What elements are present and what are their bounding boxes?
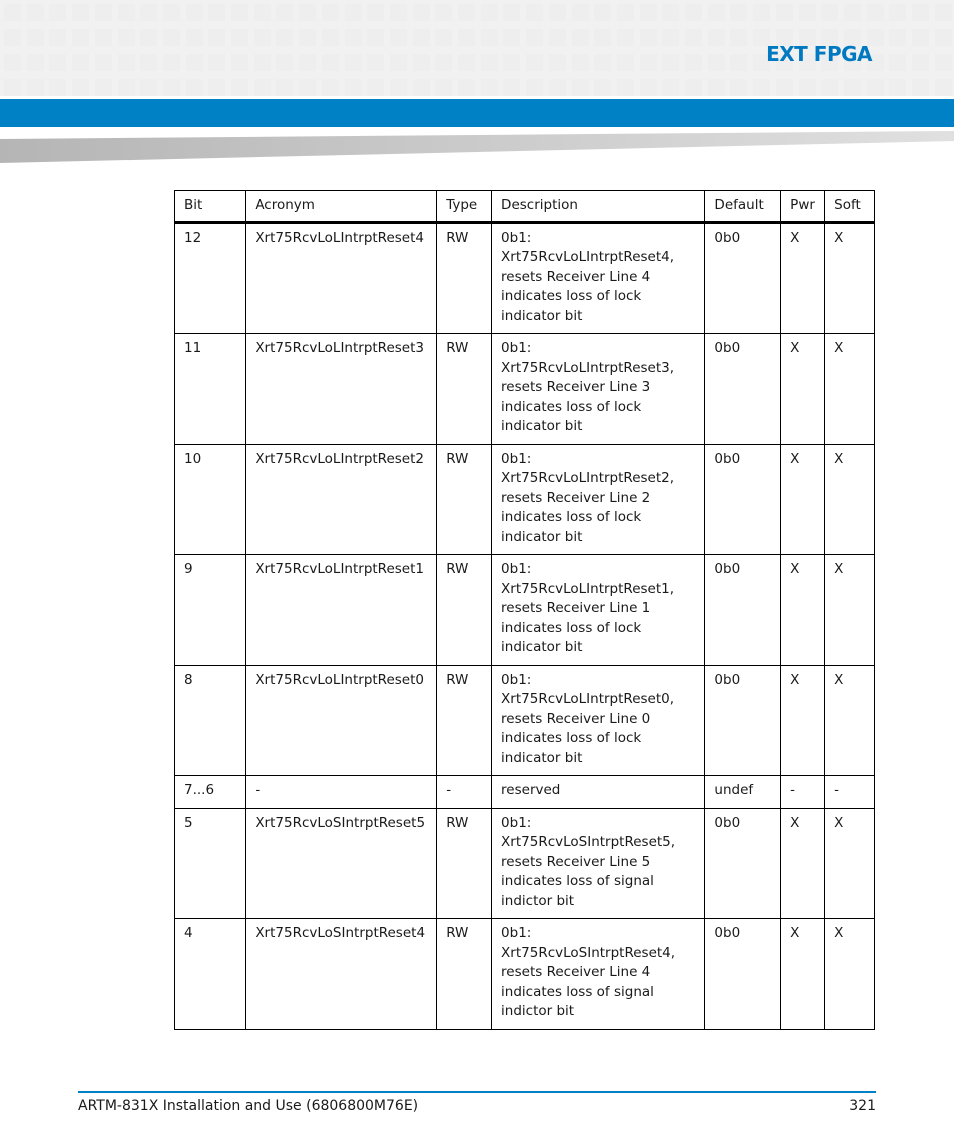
cell-description (492, 919, 705, 1030)
header-tile (276, 54, 293, 71)
header-tile (140, 79, 157, 96)
header-tile (662, 29, 679, 46)
header-tile (186, 29, 203, 46)
cell-acronym: Xrt75RcvLoSIntrptReset4 (246, 919, 437, 1030)
description-line: 0b1: (501, 561, 532, 577)
header-tile (72, 54, 89, 71)
header-tile (254, 54, 271, 71)
header-tile (844, 4, 861, 21)
header-tile (708, 54, 725, 71)
header-tile (49, 29, 66, 46)
cell-type: RW (437, 555, 492, 666)
header-tile (367, 4, 384, 21)
header-tile (935, 29, 952, 46)
header-tile (640, 54, 657, 71)
cell-default: 0b0 (705, 808, 781, 919)
header-tile (345, 4, 362, 21)
description-line: 0b1: (501, 925, 532, 941)
header-tile (640, 79, 657, 96)
description-line: indicator bit (501, 528, 583, 545)
header-tile (208, 4, 225, 21)
cell-pwr: X (781, 444, 825, 555)
description-line: Xrt75RcvLoLIntrptReset3, (501, 359, 675, 376)
header-tile (118, 79, 135, 96)
description-line: resets Receiver Line 2 (501, 489, 651, 506)
table-row (175, 665, 875, 776)
description-line: indicator bit (501, 749, 583, 766)
register-table (174, 190, 875, 1030)
header-tile (730, 29, 747, 46)
cell-description (492, 555, 705, 666)
description-line: indicator bit (501, 418, 583, 434)
header-tile (481, 79, 498, 96)
description-line: resets Receiver Line 1 (501, 600, 651, 616)
table-row (175, 444, 875, 555)
cell-pwr: X (781, 665, 825, 776)
description-line: indicates loss of lock (501, 730, 642, 746)
footer-rule (78, 1091, 876, 1093)
header-tile (935, 79, 952, 96)
description-line: indictor bit (501, 1003, 575, 1019)
cell-acronym: Xrt75RcvLoLIntrptReset0 (246, 665, 437, 776)
header-tile (140, 54, 157, 71)
cell-bit: 8 (175, 665, 246, 776)
cell-default: 0b0 (705, 919, 781, 1030)
header-tile (935, 54, 952, 71)
header-tile (685, 54, 702, 71)
cell-acronym: Xrt75RcvLoSIntrptReset5 (246, 808, 437, 919)
cell-soft: - (825, 776, 875, 809)
header-tile (322, 54, 339, 71)
header-tile (95, 54, 112, 71)
description-line: resets Receiver Line 3 (501, 379, 651, 395)
header-tile (503, 29, 520, 46)
header-tile (640, 29, 657, 46)
description-line: 0b1: (501, 671, 532, 688)
cell-acronym: - (246, 776, 437, 809)
header-tile (481, 29, 498, 46)
header-tile (4, 29, 21, 46)
cell-bit: 10 (175, 444, 246, 555)
cell-type: RW (437, 919, 492, 1030)
cell-description (492, 665, 705, 776)
header-tile (276, 4, 293, 21)
header-tile (345, 54, 362, 71)
description-line: Xrt75RcvLoLIntrptReset4, (501, 249, 675, 265)
header-tile (572, 54, 589, 71)
header-tile (753, 4, 770, 21)
header-tile (413, 4, 430, 21)
description-line: resets Receiver Line 4 (501, 964, 651, 980)
header-tile (299, 79, 316, 96)
column-header-pwr: Pwr (781, 191, 825, 223)
description-line: 0b1: (501, 340, 532, 356)
description-line: resets Receiver Line 4 (501, 268, 651, 285)
header-tile (503, 4, 520, 21)
header-tile (844, 79, 861, 96)
header-tile (95, 29, 112, 46)
cell-bit: 12 (175, 222, 246, 334)
header-tile (730, 79, 747, 96)
column-header-description: Description (492, 191, 705, 223)
column-header-bit: Bit (175, 191, 246, 223)
description-line: Xrt75RcvLoSIntrptReset5, (501, 834, 676, 850)
description-line: indicates loss of lock (501, 619, 642, 636)
table-body (175, 222, 875, 1029)
header-tile (708, 29, 725, 46)
header-tile (435, 29, 452, 46)
description-line: indicates loss of lock (501, 509, 642, 525)
cell-description (492, 222, 705, 334)
cell-description (492, 808, 705, 919)
header-tile (72, 4, 89, 21)
description-line: resets Receiver Line 0 (501, 710, 651, 727)
cell-pwr: - (781, 776, 825, 809)
header-tile (186, 4, 203, 21)
cell-description (492, 444, 705, 555)
header-tile (594, 29, 611, 46)
description-line: Xrt75RcvLoLIntrptReset1, (501, 580, 675, 597)
header-tile (95, 4, 112, 21)
header-tile (390, 79, 407, 96)
header-tile (163, 4, 180, 21)
header-tile (4, 54, 21, 71)
cell-default: undef (705, 776, 781, 809)
header-tile (390, 29, 407, 46)
cell-bit: 11 (175, 334, 246, 445)
header-tile (912, 54, 929, 71)
header-tile (345, 79, 362, 96)
header-tile (27, 79, 44, 96)
header-tile (27, 29, 44, 46)
description-line: Xrt75RcvLoLIntrptReset2, (501, 470, 675, 486)
header-tile (617, 54, 634, 71)
table-row (175, 919, 875, 1030)
cell-soft: X (825, 665, 875, 776)
header-tile (458, 79, 475, 96)
cell-soft: X (825, 222, 875, 334)
header-tile (299, 4, 316, 21)
header-tile (867, 4, 884, 21)
header-tile (231, 54, 248, 71)
column-header-default: Default (705, 191, 781, 223)
cell-bit: 5 (175, 808, 246, 919)
header-tile (889, 29, 906, 46)
section-title: EXT FPGA (766, 42, 872, 66)
header-tile (572, 29, 589, 46)
header-tile (186, 79, 203, 96)
cell-pwr: X (781, 334, 825, 445)
header-tile (481, 54, 498, 71)
header-tile (821, 4, 838, 21)
table-row (175, 808, 875, 919)
header-tile (821, 79, 838, 96)
header-tile (231, 4, 248, 21)
header-tile (799, 79, 816, 96)
header-tile (889, 54, 906, 71)
header-tile (458, 4, 475, 21)
table-row (175, 776, 875, 809)
header-gray-wedge (0, 131, 954, 163)
header-tile (730, 54, 747, 71)
header-tile (4, 79, 21, 96)
header-tile (345, 29, 362, 46)
description-line: resets Receiver Line 5 (501, 853, 651, 870)
cell-type: RW (437, 808, 492, 919)
cell-soft: X (825, 555, 875, 666)
header-blue-bar (0, 99, 954, 127)
header-tile (367, 29, 384, 46)
header-tile (912, 29, 929, 46)
description-line: indicates loss of signal (501, 983, 654, 1000)
header-tile (118, 29, 135, 46)
header-tile (617, 29, 634, 46)
cell-default: 0b0 (705, 665, 781, 776)
header-tile (617, 4, 634, 21)
header-tile (503, 54, 520, 71)
header-tile (435, 54, 452, 71)
header-tile (95, 79, 112, 96)
header-tile (299, 54, 316, 71)
header-tile (27, 54, 44, 71)
cell-acronym: Xrt75RcvLoLIntrptReset2 (246, 444, 437, 555)
header-tile (685, 4, 702, 21)
table-row (175, 555, 875, 666)
cell-default: 0b0 (705, 444, 781, 555)
cell-soft: X (825, 444, 875, 555)
cell-pwr: X (781, 919, 825, 1030)
cell-type: RW (437, 222, 492, 334)
cell-soft: X (825, 919, 875, 1030)
column-header-type: Type (437, 191, 492, 223)
header-tile (640, 4, 657, 21)
description-line: indictor bit (501, 892, 575, 909)
header-tile (935, 4, 952, 21)
description-line: 0b1: (501, 814, 532, 831)
header-tile (186, 54, 203, 71)
footer-page-number: 321 (849, 1098, 876, 1114)
header-tile (481, 4, 498, 21)
header-tile (390, 4, 407, 21)
header-tile (594, 54, 611, 71)
cell-description (492, 334, 705, 445)
footer-document-title: ARTM-831X Installation and Use (6806800M76E) (78, 1098, 419, 1114)
cell-pwr: X (781, 555, 825, 666)
header-tile (889, 79, 906, 96)
description-line: indicates loss of lock (501, 398, 642, 415)
header-tile (49, 79, 66, 96)
cell-default: 0b0 (705, 555, 781, 666)
header-tile (776, 4, 793, 21)
header-tile (526, 79, 543, 96)
cell-bit: 9 (175, 555, 246, 666)
header-tile (254, 29, 271, 46)
cell-description (492, 776, 705, 809)
header-tile (435, 4, 452, 21)
table-header-row (175, 191, 875, 223)
cell-acronym: Xrt75RcvLoLIntrptReset4 (246, 222, 437, 334)
header-tile (118, 4, 135, 21)
header-tile (322, 4, 339, 21)
description-line: indicator bit (501, 639, 583, 655)
cell-acronym: Xrt75RcvLoLIntrptReset1 (246, 555, 437, 666)
cell-bit: 7...6 (175, 776, 246, 809)
description-line: indicates loss of lock (501, 288, 642, 304)
cell-default: 0b0 (705, 334, 781, 445)
cell-type: - (437, 776, 492, 809)
cell-pwr: X (781, 808, 825, 919)
header-tile (49, 54, 66, 71)
table-row (175, 222, 875, 334)
header-tile (867, 79, 884, 96)
header-tile (549, 79, 566, 96)
header-tile (549, 54, 566, 71)
header-tile (708, 79, 725, 96)
header-tile (208, 54, 225, 71)
header-tile (208, 29, 225, 46)
header-tile (730, 4, 747, 21)
header-tile (549, 4, 566, 21)
header-tile (662, 4, 679, 21)
column-header-soft: Soft (825, 191, 875, 223)
header-tile (526, 4, 543, 21)
header-tile (49, 4, 66, 21)
header-tile (140, 4, 157, 21)
header-tile (163, 54, 180, 71)
header-tile (572, 4, 589, 21)
header-tile (594, 79, 611, 96)
header-tile (299, 29, 316, 46)
table-row (175, 334, 875, 445)
header-tile (276, 29, 293, 46)
header-tile (208, 79, 225, 96)
header-tile (140, 29, 157, 46)
header-tile (254, 79, 271, 96)
cell-pwr: X (781, 222, 825, 334)
header-tile (118, 54, 135, 71)
description-line: 0b1: (501, 450, 532, 467)
header-tile (254, 4, 271, 21)
header-tile (526, 54, 543, 71)
header-tile (231, 79, 248, 96)
header-tile (72, 79, 89, 96)
description-line: indicates loss of signal (501, 873, 654, 889)
header-tile (685, 79, 702, 96)
header-tile (776, 79, 793, 96)
header-tile (276, 79, 293, 96)
header-tile (322, 79, 339, 96)
header-tile (322, 29, 339, 46)
cell-type: RW (437, 444, 492, 555)
header-tile (72, 29, 89, 46)
header-tile (662, 79, 679, 96)
header-tile (413, 79, 430, 96)
header-tile (413, 29, 430, 46)
cell-soft: X (825, 808, 875, 919)
header-tile (458, 54, 475, 71)
cell-bit: 4 (175, 919, 246, 1030)
header-tile (617, 79, 634, 96)
cell-acronym: Xrt75RcvLoLIntrptReset3 (246, 334, 437, 445)
header-tile (889, 4, 906, 21)
description-line: reserved (501, 782, 561, 798)
header-tile (367, 79, 384, 96)
description-line: 0b1: (501, 229, 532, 246)
cell-default: 0b0 (705, 222, 781, 334)
header-tile (685, 29, 702, 46)
header-tile (912, 79, 929, 96)
header-tile (163, 29, 180, 46)
header-tile (413, 54, 430, 71)
header-tile (662, 54, 679, 71)
header-tile (572, 79, 589, 96)
header-tile (503, 79, 520, 96)
header-tile (753, 79, 770, 96)
cell-type: RW (437, 665, 492, 776)
header-tile (594, 4, 611, 21)
header-tile (4, 4, 21, 21)
cell-type: RW (437, 334, 492, 445)
header-tile (390, 54, 407, 71)
description-line: Xrt75RcvLoLIntrptReset0, (501, 691, 675, 707)
header-tile (912, 4, 929, 21)
header-tile (231, 29, 248, 46)
cell-soft: X (825, 334, 875, 445)
header-tile (549, 29, 566, 46)
header-tile (163, 79, 180, 96)
description-line: Xrt75RcvLoSIntrptReset4, (501, 944, 676, 961)
header-tile (799, 4, 816, 21)
header-tile (435, 79, 452, 96)
description-line: indicator bit (501, 307, 583, 324)
header-tile (708, 4, 725, 21)
header-tile (458, 29, 475, 46)
header-tile (27, 4, 44, 21)
header-tile (526, 29, 543, 46)
header-tile (367, 54, 384, 71)
column-header-acronym: Acronym (246, 191, 437, 223)
